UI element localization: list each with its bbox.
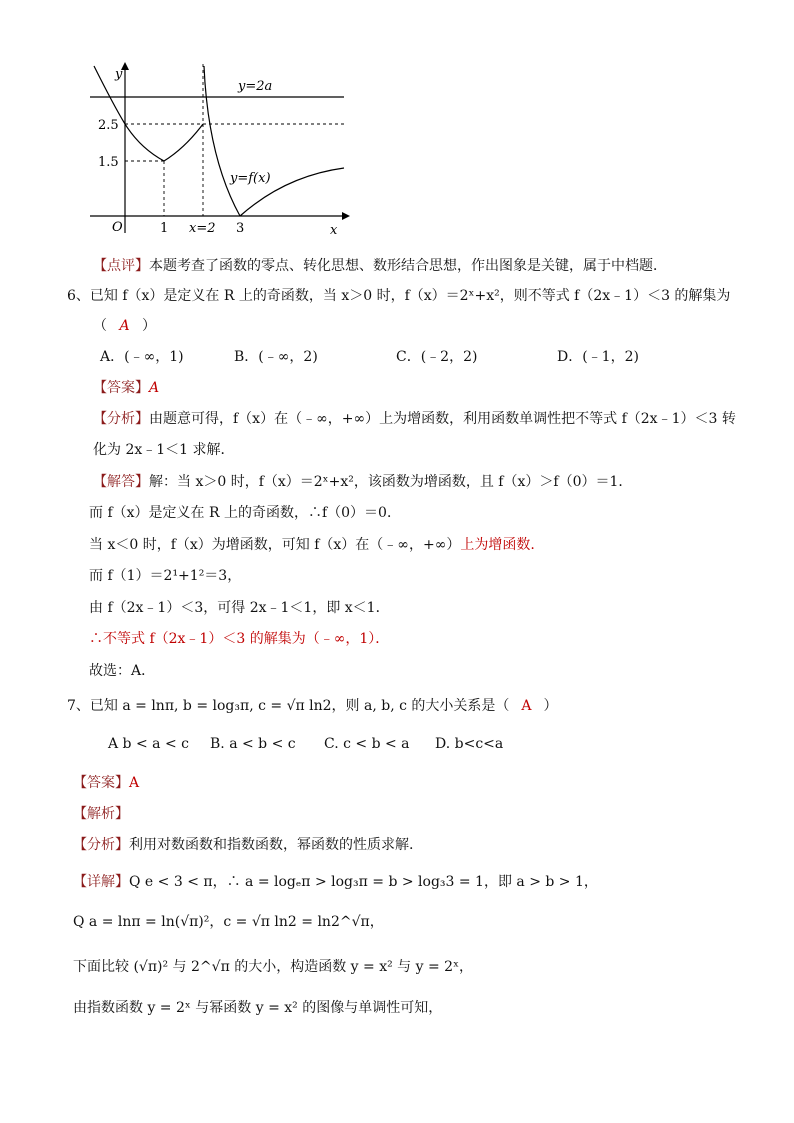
q7-jiexi-tag: 【解析】	[73, 806, 129, 822]
q7-detail-line4: 由指数函数 y = 2ˣ 与幂函数 y = x² 的图像与单调性可知，	[73, 1000, 443, 1016]
function-graph	[80, 58, 360, 238]
q6-analysis-tag: 【分析】	[93, 411, 149, 427]
q6-solution-line5: 由 f（2x﹣1）＜3，可得 2x﹣1＜1，即 x＜1．	[89, 600, 390, 616]
x-tick-2: x=2	[189, 221, 216, 236]
q6-answer: A	[149, 380, 160, 396]
q6-solution-line1	[93, 472, 632, 492]
comment5-text: 本题考查了函数的零点、转化思想、数形结合思想，作出图象是关键，属于中档题．	[149, 258, 667, 274]
x-axis-label: x	[330, 223, 338, 238]
y-axis-label: y	[115, 67, 123, 82]
q6-solution-line2: 而 f（x）是定义在 R 上的奇函数，∴f（0）＝0．	[89, 505, 401, 521]
q7-option-c: C. c < b < a	[324, 736, 410, 752]
curve-mid	[164, 124, 203, 161]
q7-detail-text1: Q e < 3 < π，∴ a = logₑπ > log₃π = b > log₃3 = 1，即 a > b > 1，	[129, 874, 598, 890]
q7-answer-inline: A	[521, 698, 532, 714]
label-y-2a: y=2a	[238, 79, 273, 94]
q7-option-d: D. b<c<a	[435, 736, 504, 752]
q6-solution-line4: 而 f（1）＝2¹+1²＝3，	[89, 568, 242, 584]
q7-stem-close: ）	[543, 698, 558, 714]
curve-left	[94, 66, 164, 161]
q7-detail-line1	[73, 872, 598, 892]
q6-option-a: A．(﹣∞，1)	[100, 349, 184, 365]
q6-solution-line3	[89, 535, 535, 555]
q6-solution-tag: 【解答】	[93, 474, 149, 490]
comment5-line	[93, 256, 667, 276]
q6-stem-line2	[93, 316, 156, 336]
q7-stem-text: 7、已知 a = lnπ, b = log₃π, c = √π ln2，则 a, b, c 的大小关系是（	[67, 698, 510, 714]
q6-solution-text3a: 当 x＜0 时，f（x）为增函数，可知 f（x）在（﹣∞，+∞）	[89, 537, 461, 553]
q7-analysis-tag: 【分析】	[73, 837, 129, 853]
q7-detail-line2: Q a = lnπ = ln(√π)²，c = √π ln2 = ln2^√π，	[73, 914, 384, 930]
q7-analysis-line	[73, 835, 413, 855]
q6-analysis-line1	[93, 409, 736, 429]
q7-answer: A	[129, 775, 140, 791]
y-tick-2-5: 2.5	[98, 118, 119, 133]
x-tick-1: 1	[160, 221, 169, 236]
y-tick-1-5: 1.5	[98, 155, 119, 170]
comment5-tag: 【点评】	[93, 258, 149, 274]
q6-answer-inline: A	[119, 318, 130, 334]
q6-option-d: D．(﹣1，2)	[557, 349, 639, 365]
q6-option-c: C．(﹣2，2)	[396, 349, 478, 365]
q6-solution-line6: ∴不等式 f（2x﹣1）＜3 的解集为（﹣∞，1）．	[89, 631, 390, 647]
q7-option-b: B. a < b < c	[210, 736, 296, 752]
q7-stem	[67, 696, 558, 716]
origin-label: O	[112, 220, 123, 235]
curve-right	[204, 66, 240, 216]
q7-answer-line	[73, 773, 139, 793]
q6-stem-line1: 6、已知 f（x）是定义在 R 上的奇函数，当 x＞0 时，f（x）＝2ˣ+x²，则不等式 f（2x﹣1）＜3 的解集为	[67, 288, 731, 304]
label-y-fx: y=f(x)	[230, 171, 271, 186]
q7-answer-tag: 【答案】	[73, 775, 129, 791]
x-tick-3: 3	[236, 221, 245, 236]
q7-detail-tag: 【详解】	[73, 874, 129, 890]
q6-analysis-text1: 由题意可得，f（x）在（﹣∞，+∞）上为增函数，利用函数单调性把不等式 f（2x﹣1）＜3 转	[149, 411, 736, 427]
q6-solution-text3b: 上为增函数.	[460, 537, 535, 553]
q7-option-a: A b < a < c	[108, 736, 189, 752]
q6-option-b: B．(﹣∞，2)	[234, 349, 318, 365]
q6-answer-line	[93, 378, 159, 398]
q6-analysis-line2: 化为 2x﹣1＜1 求解．	[93, 442, 235, 458]
q6-solution-text1: 解：当 x＞0 时，f（x）＝2ˣ+x²，该函数为增函数，且 f（x）＞f（0）＝1．	[149, 474, 633, 490]
q6-solution-line7: 故选：A．	[89, 663, 156, 679]
q7-analysis-text: 利用对数函数和指数函数，幂函数的性质求解.	[129, 837, 414, 853]
q6-answer-tag: 【答案】	[93, 380, 149, 396]
q6-paren-open: （	[93, 318, 107, 334]
q6-paren-close: ）	[142, 318, 157, 334]
q7-detail-line3: 下面比较 (√π)² 与 2^√π 的大小，构造函数 y = x² 与 y = 2ˣ，	[73, 959, 473, 975]
x-axis-arrow	[342, 212, 350, 220]
